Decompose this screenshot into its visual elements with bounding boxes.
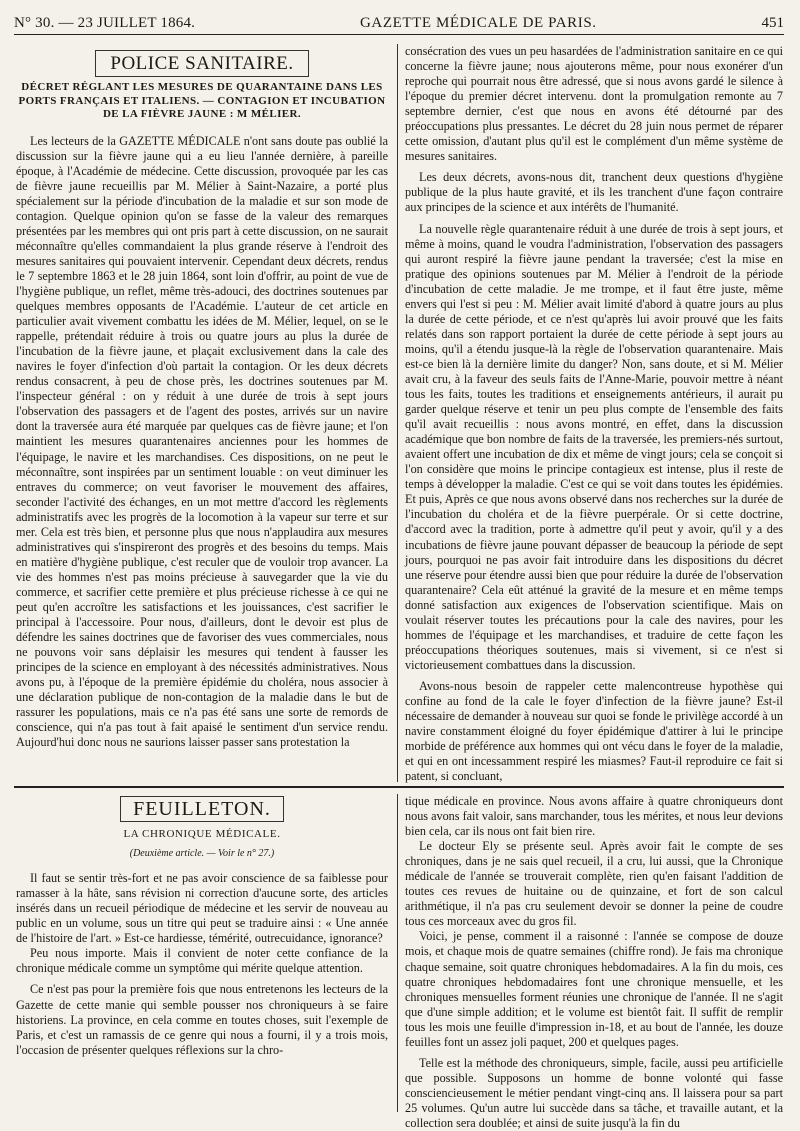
issue-date: N° 30. — 23 JUILLET 1864. bbox=[14, 15, 196, 31]
article-paragraph: tique médicale en province. Nous avons affaire à quatre chroniqueurs dont nous avons fait valoir, sans marchander, tous les mérites, et nous leur devions bien cela, car ils nous ont fait bien rire. bbox=[405, 794, 783, 839]
section-title: POLICE SANITAIRE. bbox=[16, 56, 388, 71]
feuilleton-left-column bbox=[16, 794, 388, 1112]
decree-heading: DÉCRET RÉGLANT LES MESURES DE QUARANTAINE DANS LES PORTS FRANÇAIS ET ITALIENS. — CONTAGION ET INCUBATION DE LA FIÈVRE JAUNE : M MÉLIER. bbox=[18, 81, 386, 121]
article-paragraph: Voici, je pense, comment il a raisonné : l'année se compose de douze mois, et chaque mois de quatre semaines (chiffre rond). Je fais ma chronique chaque semaine, soit quatre chroniques hebdomadaires. A la fin du mois, ces quatre chroniques hebdomadaires font une chronique mensuelle, et les chroniques mensuelles forment réunies une chronique de l'année. Il ne s'agit que d'une simple addition; et le volume est bientôt fait. Il suffit de remplir tous les mois une feuille d'impression in-18, et au bout de l'année, les douze feuilles font un assez joli paquet, 200 et quelques pages. bbox=[405, 929, 783, 1049]
journal-title: GAZETTE MÉDICALE DE PARIS. bbox=[359, 15, 597, 31]
column-divider bbox=[397, 44, 398, 782]
article-paragraph: Il faut se sentir très-fort et ne pas avoir conscience de sa faiblesse pour ramasser à la hâte, sans révision ni correction d'aucune sorte, des articles insérés dans un recueil périodique de médecine et les servir de nouveau au public en un volume, sous un titre qui peut se traduire ainsi : « Une année de l'histoire de l'art. » Est-ce hardiesse, témérité, outrecuidance, ignorance? bbox=[16, 871, 388, 946]
article-paragraph: Peu nous importe. Mais il convient de noter cette confiance de la chronique médicale comme un symptôme qui mérite quelque attention. bbox=[16, 946, 388, 976]
feuilleton-right-column bbox=[405, 794, 783, 1130]
feuilleton-title: FEUILLETON. bbox=[16, 802, 388, 817]
feuilleton-divider bbox=[14, 786, 784, 788]
article-paragraph: Les deux décrets, avons-nous dit, tranchent deux questions d'hygiène publique de la plus haute gravité, et ils les tranchent d'une façon contraire aux principes de la science et aux intérêts de l'humanité. bbox=[405, 170, 783, 215]
feuilleton-subtitle: LA CHRONIQUE MÉDICALE. bbox=[123, 828, 281, 841]
page-number: 451 bbox=[761, 15, 784, 31]
page-header bbox=[14, 10, 784, 35]
article-paragraph: consécration des vues un peu hasardées de l'administration sanitaire en ce qui concerne la fièvre jaune; nous ajouterons même, pour nous exonérer d'un reproche qui pourrait nous être adressé, que si nous avons gardé le silence à l'époque du premier décret intervenu. dont la promulgation remonte au 7 septembre dernier, c'est que nous en avons été détourné par des préoccupations plus pressantes. Le décret du 28 juin nous permet de réparer cette omission, d'autant plus qu'il est le complément d'un même système de mesures sanitaires. bbox=[405, 44, 783, 164]
police-left-column bbox=[16, 48, 388, 782]
article-paragraph: Telle est la méthode des chroniqueurs, simple, facile, aussi peu artificielle que possible. Supposons un homme de bonne volonté qui fasse consciencieusement le métier pendant vingt-cinq ans. Il laissera pour sa part 25 volumes. Qu'un autre lui succède dans sa tâche, et travaille autant, et la collection sera doublée; et ainsi de suite jusqu'à la fin du bbox=[405, 1055, 783, 1130]
article-paragraph: Ce n'est pas pour la première fois que nous entretenons les lecteurs de la Gazette de cette manie qui semble pousser nos chroniqueurs à se faire historiens. La province, en cela comme en toutes choses, suit l'exemple de Paris, et c'est un ramassis de ce genre qui nous a fourni, il y a trois mois, l'occasion de présenter quelques réflexions sur la chro- bbox=[16, 982, 388, 1057]
article-paragraph: Les lecteurs de la GAZETTE MÉDICALE n'ont sans doute pas oublié la discussion sur la fièvre jaune qui a eu lieu l'année dernière, à pareille époque, à l'Académie de médecine. Cette discussion, provoquée par les cas de fièvre jaune recueillis par M. Mélier à Saint-Nazaire, a porté plus spécialement sur la période d'incubation de la maladie et sur son mode de contagion. Quelque opinion qu'on se fasse de la valeur des remarques présentées par les membres qui ont pris part à cette discussion, on ne saurait méconnaître qu'elles commandaient la plus grande réserve à l'endroit des mesures sanitaires qui pouvaient intervenir. Cependant deux décrets, rendus le 7 septembre 1863 et le 28 juin 1864, sont loin d'offrir, au point de vue de l'hygiène publique, un reflet, même très-adouci, des doctrines soutenues par quelques membres opposants de l'Académie. L'auteur de cet article en particulier avait vivement combattu les idées de M. Mélier, lequel, on se le rappelle, prétendait réduire à trois ou quatre jours au plus la durée de l'incubation de la fièvre jaune, et plaçait exclusivement dans la cale des navires le foyer d'infection d'où partait la contagion. Or les deux décrets rendus consacrent, à peu de chose près, les doctrines soutenues par M. l'inspecteur général : on y réduit à une durée de trois à sept jours l'observation des passagers et de l'agent des postes, arrivés sur un navire dont la traversée aura été marquée par quelques cas de fièvre jaune; et l'on maintient les mesures quarantenaires anciennes pour les hommes de l'équipage, le navire et les marchandises. Ces dispositions, on ne peut le méconnaître, sont inspirées par un sentiment louable : on veut diminuer les entraves du commerce; on veut favoriser le mouvement des affaires, seconder l'activité des échanges, en un mot mettre d'accord les règlements administratifs avec les progrès de la locomotion à la vapeur sur terre et sur mer. Cela est très bien, et personne plus que nous n'applaudira aux mesures administratives qui s'inspireront des progrès et des besoins du temps. Mais en matière d'hygiène publique, c'est reculer que de vouloir trop avancer. La vie des hommes n'est pas moins précieuse à sauvegarder que la vie du commerce, et sacrifier cette première et plus précieuse richesse à ce qui ne peut qu'en accroître les satisfactions et les jouissances, c'est sacrifier le principal à l'accessoire. Pour nous, d'ailleurs, dont le devoir est plus de défendre les saines doctrines que de favoriser des vues commerciales, nous ne pouvons voir sans déplaisir les mesures qui tendent à fausser les principes de la science en employant à des nécessités administratives. Nous avons pu, à l'époque de la première épidémie du choléra, nous associer à une déclaration publique de non-contagion de la maladie dans le but de rassurer les populations, mais ce n'a pas été sans une sorte de remords de conscience, qui n'a pas tout à fait apaisé le sentiment d'un service rendu. Aujourd'hui donc nous ne saurions laisser passer sans protestation la bbox=[16, 133, 388, 750]
feuilleton-note: (Deuxième article. — Voir le n° 27.) bbox=[129, 848, 275, 860]
police-right-column bbox=[405, 44, 783, 782]
column-divider bbox=[397, 794, 398, 1112]
article-paragraph: La nouvelle règle quarantenaire réduit à une durée de trois à sept jours, et même à moins, quand le voudra l'administration, l'observation des passagers qui auront respiré la fièvre jaune pendant la traversée; c'est la mise en pratique des opinions soutenues par M. Mélier à l'endroit de la période d'incubation de cette maladie. Je me trompe, et il faut être juste, même envers qui l'est si peu : M. Mélier avait limité d'abord à quatre jours au plus la durée de cette période, et ce n'est qu'après lui avoir prouvé que les faits relatés dans son rapport portaient la durée de cette période à sept jours au moins, qu'il a étendu jusque-là la règle de l'observation quarantenaire. Mais est-ce bien là la dernière limite du danger? Non, sans doute, et si M. Mélier avait cru, à la faveur des seuls faits de l'Anne-Marie, pouvoir mettre à néant tous les faits, toutes les traditions et enseignements antérieurs, il aurait pu garder quelque réserve et tenir un peu plus compte de l'ensemble des faits qu'il avait recueillis : nous avons montré, en effet, dans la discussion académique que bon nombre de faits de la traversée, les premiers-nés surtout, avaient offert une incubation de dix et même de vingt jours; cela se conçoit si l'on considère que moins le principe contagieux est intense, plus il reste de temps à développer la maladie. C'est ce qui se voit dans toutes les épidémies. Et puis, Après ce que nous avons observé dans nos recherches sur la durée de l'incubation du choléra et de la fièvre puerpérale. Or si cette doctrine, d'accord avec la tradition, porte à admettre qu'il peut y avoir, qu'il y a des incubations de fièvre jaune pouvant dépasser de beaucoup la période de sept jours, pourquoi ne pas avoir fait introduire dans les dispositions du décret une réserve pour étendre aussi bien que pour réduire la durée de l'observation quarantenaire? Cela eût atténué la gravité de la mesure et en même temps donné satisfaction aux exigences de l'observation scientifique. Mais on voulait réserver toutes les précautions pour la cale des navires, pour les hommes de l'équipage et les marchandises, et traduire de cette façon les préoccupations théoriques soutenues, mais si vivement, si ce n'est si victorieusement combattues dans la discussion. bbox=[405, 221, 784, 672]
article-paragraph: Le docteur Ely se présente seul. Après avoir fait le compte de ses chroniques, dans je ne sais quel recueil, il a cru, lui aussi, que la Chronique médicale de l'année se trouverait complète, rien qu'en faisant l'addition de toutes ces revues de huitaine ou de quinzaine, et fort de son calcul arithmétique, il n'a pas cru seulement devoir se donner la peine de coudre tous ces morceaux avec du gros fil. bbox=[405, 839, 783, 929]
article-paragraph: Avons-nous besoin de rappeler cette malencontreuse hypothèse qui confine au fond de la cale le foyer d'infection de la fièvre jaune? Est-il nécessaire de demander à nouveau sur quoi se fonde le privilège accordé à un navire constamment éloigné du foyer épidémique d'attirer à lui le principe morbide de préférence aux hommes qui ont vécu dans le foyer de la maladie, et qui en ont incessamment respiré les miasmes? Faut-il reproduire ce fait si patent, si concluant, bbox=[405, 678, 783, 784]
